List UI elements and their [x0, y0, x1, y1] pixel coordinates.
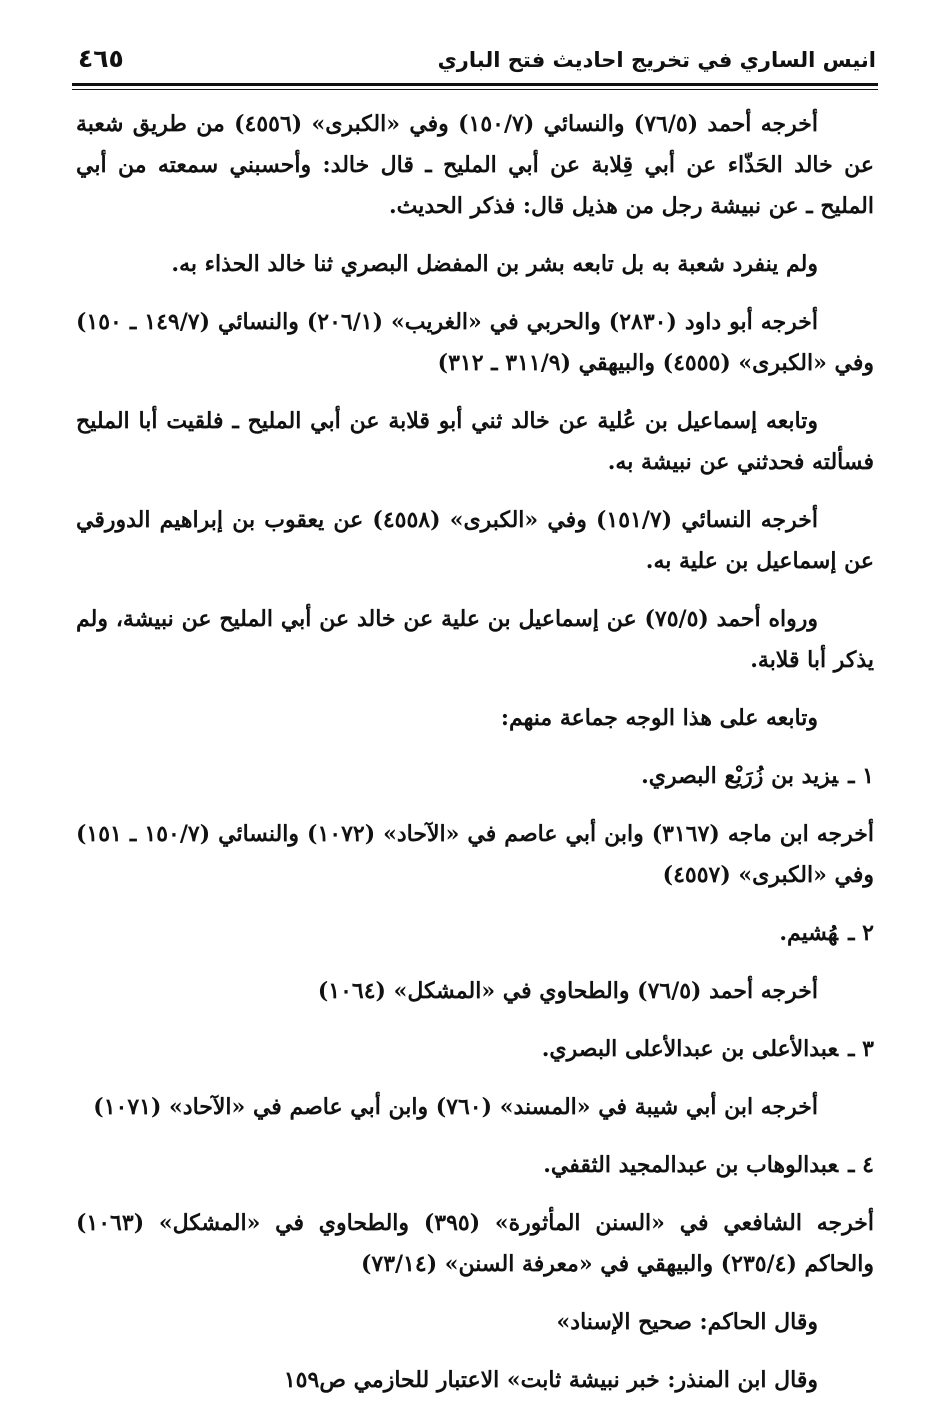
- paragraph-list-intro: وتابعه على هذا الوجه جماعة منهم:: [500, 705, 818, 731]
- list-item-narrator: عبدالأعلى بن عبدالأعلى البصري.: [541, 1036, 839, 1062]
- paragraph-takhrij-2: أخرجه أبو داود (٢٨٣٠) والحربي في «الغريب» (٢٠٦/١) والنسائي (١٤٩/٧ ـ ١٥٠) وفي «الكبرى» (٤٥٥٥) والبيهقي (٣١١/٩ ـ ٣١٢): [76, 309, 874, 376]
- list-item-number: ٣ ـ: [848, 1036, 874, 1062]
- list-item-2: [76, 913, 874, 954]
- paragraph-takhrij-1: أخرجه أحمد (٧٦/٥) والنسائي (١٥٠/٧) وفي «الكبرى» (٤٥٥٦) من طريق شعبة عن خالد الحَذّاء عن أبي قِلابة عن أبي المليح ـ قال خالد: وأحسبني سمعته من أبي المليح ـ عن نبيشة رجل من هذيل قال: فذكر الحديث.: [76, 111, 874, 219]
- paragraph-riwaya: ورواه أحمد (٧٥/٥) عن إسماعيل بن علية عن خالد عن أبي المليح عن نبيشة، ولم يذكر أبا قلابة.: [76, 606, 874, 673]
- list-item-number: ١ ـ: [848, 763, 874, 789]
- page-body: [76, 104, 874, 1418]
- list-item-number: ٤ ـ: [848, 1152, 874, 1178]
- list-item-3: [76, 1029, 874, 1070]
- list-item-narrator: عبدالوهاب بن عبدالمجيد الثقفي.: [543, 1152, 839, 1178]
- paragraph-takhrij-3: أخرجه النسائي (١٥١/٧) وفي «الكبرى» (٤٥٥٨) عن يعقوب بن إبراهيم الدورقي عن إسماعيل بن علية به.: [76, 507, 874, 574]
- paragraph-ibn-mundhir: وقال ابن المنذر: خبر نبيشة ثابت» الاعتبار للحازمي ص١٥٩: [283, 1367, 818, 1393]
- page-number: ٤٦٥: [78, 44, 124, 73]
- paragraph-hakim-verdict: وقال الحاكم: صحيح الإسناد»: [556, 1309, 818, 1335]
- running-title: انيس الساري في تخريج احاديث فتح الباري: [437, 48, 876, 72]
- list-item-number: ٢ ـ: [848, 920, 874, 946]
- list-item-narrator: يزيد بن زُرَيْع البصري.: [641, 763, 839, 789]
- list-item-4: [76, 1145, 874, 1186]
- paragraph-takhrij-6: أخرجه ابن أبي شيبة في «المسند» (٧٦٠) وابن أبي عاصم في «الآحاد» (١٠٧١): [93, 1094, 818, 1120]
- paragraph-mutabaa-1: ولم ينفرد شعبة به بل تابعه بشر بن المفضل البصري ثنا خالد الحذاء به.: [171, 251, 818, 277]
- paragraph-takhrij-4: أخرجه ابن ماجه (٣١٦٧) وابن أبي عاصم في «الآحاد» (١٠٧٢) والنسائي (١٥٠/٧ ـ ١٥١) وفي «الكبرى» (٤٥٥٧): [76, 821, 875, 888]
- paragraph-mutabaa-2: وتابعه إسماعيل بن عُلية عن خالد ثني أبو قلابة عن أبي المليح ـ فلقيت أبا المليح فسألته فحدثني عن نبيشة به.: [76, 408, 874, 475]
- list-item-narrator: هُشيم.: [779, 920, 839, 946]
- paragraph-takhrij-5: أخرجه أحمد (٧٦/٥) والطحاوي في «المشكل» (١٠٦٤): [317, 978, 818, 1004]
- page-header: [72, 40, 878, 86]
- paragraph-takhrij-7: أخرجه الشافعي في «السنن المأثورة» (٣٩٥) والطحاوي في «المشكل» (١٠٦٣) والحاكم (٢٣٥/٤) والبيهقي في «معرفة السنن» (٧٣/١٤): [76, 1210, 874, 1277]
- list-item-1: [76, 756, 874, 797]
